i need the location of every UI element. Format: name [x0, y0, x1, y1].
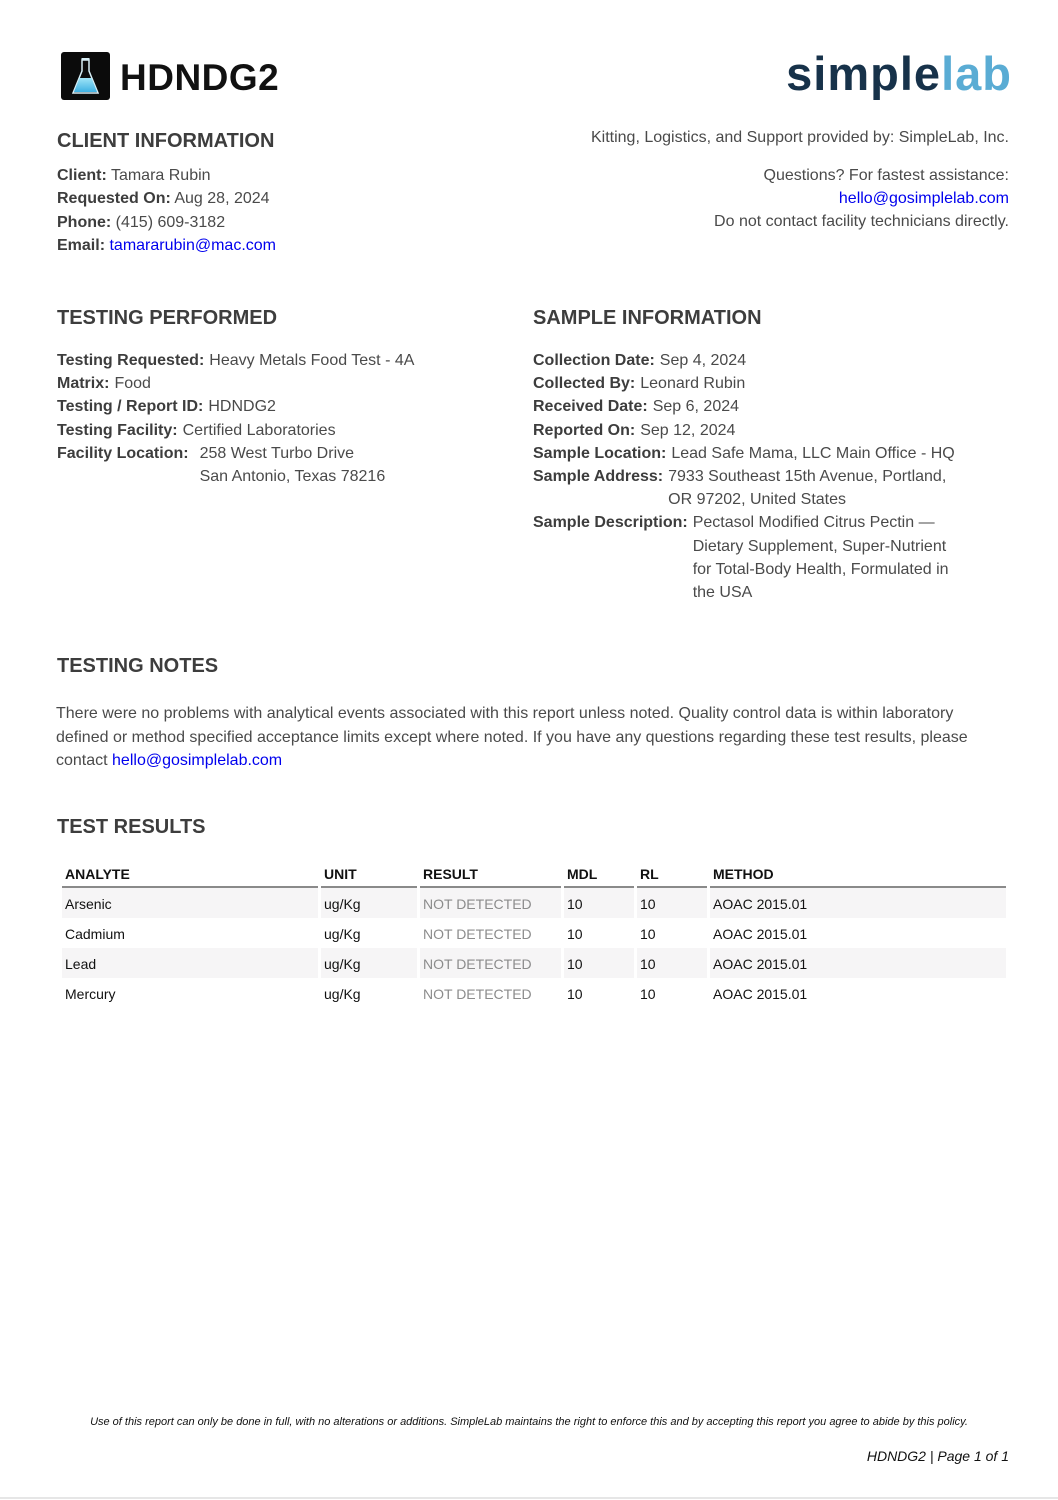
sample-location-row: Sample Location: Lead Safe Mama, LLC Main Office - HQ: [533, 444, 955, 462]
testing-performed: [57, 306, 507, 488]
matrix-row: Matrix: Food: [57, 375, 151, 393]
unit-cell: ug/Kg: [321, 888, 417, 918]
sample-information: [533, 306, 963, 604]
sample-heading: SAMPLE INFORMATION: [533, 307, 762, 329]
support-email-link[interactable]: hello@gosimplelab.com: [838, 190, 1009, 207]
page-number: HDNDG2 | Page 1 of 1: [866, 1448, 1009, 1464]
notes-heading: TESTING NOTES: [57, 655, 219, 677]
support-contact: [714, 164, 1009, 233]
rl-cell: 10: [640, 985, 656, 1002]
unit-cell: ug/Kg: [324, 925, 361, 942]
brand-lab: lab: [941, 47, 1012, 100]
method-cell: AOAC 2015.01: [713, 985, 808, 1002]
results-table: [59, 861, 1009, 1008]
report-id-row: Testing / Report ID: HDNDG2: [57, 398, 276, 416]
client-name-field: Client: Tamara Rubin: [57, 167, 211, 184]
email-field: Email: tamararubin@mac.com: [57, 236, 276, 254]
simplelab-logo: [786, 46, 1012, 102]
sample-address-row: Sample Address: 7933 Southeast 15th Avenue, Portland, OR 97202, United States: [533, 468, 947, 509]
testing-facility-row: Testing Facility: Certified Laboratories: [57, 421, 336, 439]
page-bottom-divider: [0, 1497, 1058, 1499]
col-method: METHOD: [710, 861, 1006, 888]
collection-date-row: Collection Date: Sep 4, 2024: [533, 352, 747, 369]
mdl-cell: 10: [567, 925, 583, 942]
mdl-cell: 10: [564, 888, 634, 918]
result-cell: NOT DETECTED: [423, 925, 532, 942]
rl-cell: 10: [640, 925, 656, 942]
analyte-cell: Cadmium: [65, 925, 125, 942]
support-questions: Questions? For fastest assistance:: [763, 167, 1009, 184]
client-heading: CLIENT INFORMATION: [57, 130, 275, 152]
col-mdl: MDL: [564, 861, 634, 888]
footer-disclaimer: Use of this report can only be done in full, with no alterations or additions. SimpleLab maintains the right to enforce this and by accepting this report you agree to abide by this policy.: [90, 1416, 968, 1428]
unit-cell: ug/Kg: [321, 948, 417, 978]
flask-icon: [61, 52, 110, 100]
received-date-row: Received Date: Sep 6, 2024: [533, 398, 740, 416]
method-cell: AOAC 2015.01: [713, 925, 808, 942]
rl-cell: 10: [637, 948, 707, 978]
notes-email-link[interactable]: hello@gosimplelab.com: [112, 752, 283, 769]
results-header-row: [62, 861, 1006, 888]
reported-on-row: Reported On: Sep 12, 2024: [533, 421, 736, 439]
testing-requested-row: Testing Requested: Heavy Metals Food Test - 4A: [57, 352, 415, 369]
result-cell: NOT DETECTED: [420, 888, 561, 918]
table-row: [62, 918, 1006, 948]
results-heading: TEST RESULTS: [57, 816, 206, 838]
method-cell: AOAC 2015.01: [710, 948, 1006, 978]
col-unit: UNIT: [321, 861, 417, 888]
support-no-contact: Do not contact facility technicians directly.: [714, 213, 1009, 230]
result-cell: NOT DETECTED: [420, 948, 561, 978]
testing-notes-text: There were no problems with analytical events associated with this report unless noted. Quality control data is within laboratory defined or method specified acceptance limits except where noted. If you have any questions regarding these test results, please contact hello@gosimplelab.com: [56, 705, 968, 769]
sample-description-row: Sample Description: Pectasol Modified Citrus Pectin — Dietary Supplement, Super-Nutrient for Total-Body Health, Formulated in the USA: [533, 514, 949, 602]
method-cell: AOAC 2015.01: [710, 888, 1006, 918]
brand-simple: simple: [786, 47, 942, 100]
collected-by-row: Collected By: Leonard Rubin: [533, 375, 746, 393]
mdl-cell: 10: [564, 948, 634, 978]
mdl-cell: 10: [567, 985, 583, 1002]
table-row: [62, 978, 1006, 1008]
analyte-cell: Arsenic: [62, 888, 318, 918]
client-information: [57, 129, 276, 257]
table-row: [62, 888, 1006, 918]
unit-cell: ug/Kg: [324, 985, 361, 1002]
col-result: RESULT: [420, 861, 561, 888]
facility-location-row: Facility Location: 258 West Turbo Drive San Antonio, Texas 78216: [57, 444, 386, 486]
client-email-link[interactable]: tamararubin@mac.com: [109, 236, 276, 254]
result-cell: NOT DETECTED: [423, 985, 532, 1002]
rl-cell: 10: [637, 888, 707, 918]
table-row: [62, 948, 1006, 978]
analyte-cell: Lead: [62, 948, 318, 978]
testing-heading: TESTING PERFORMED: [57, 307, 278, 329]
analyte-cell: Mercury: [65, 985, 116, 1002]
col-analyte: ANALYTE: [62, 861, 318, 888]
col-rl: RL: [637, 861, 707, 888]
phone-field: Phone: (415) 609-3182: [57, 213, 226, 231]
support-provided-by: Kitting, Logistics, and Support provided by: SimpleLab, Inc.: [590, 129, 1009, 146]
requested-on-field: Requested On: Aug 28, 2024: [57, 190, 270, 208]
report-id-title: HDNDG2: [120, 57, 280, 98]
